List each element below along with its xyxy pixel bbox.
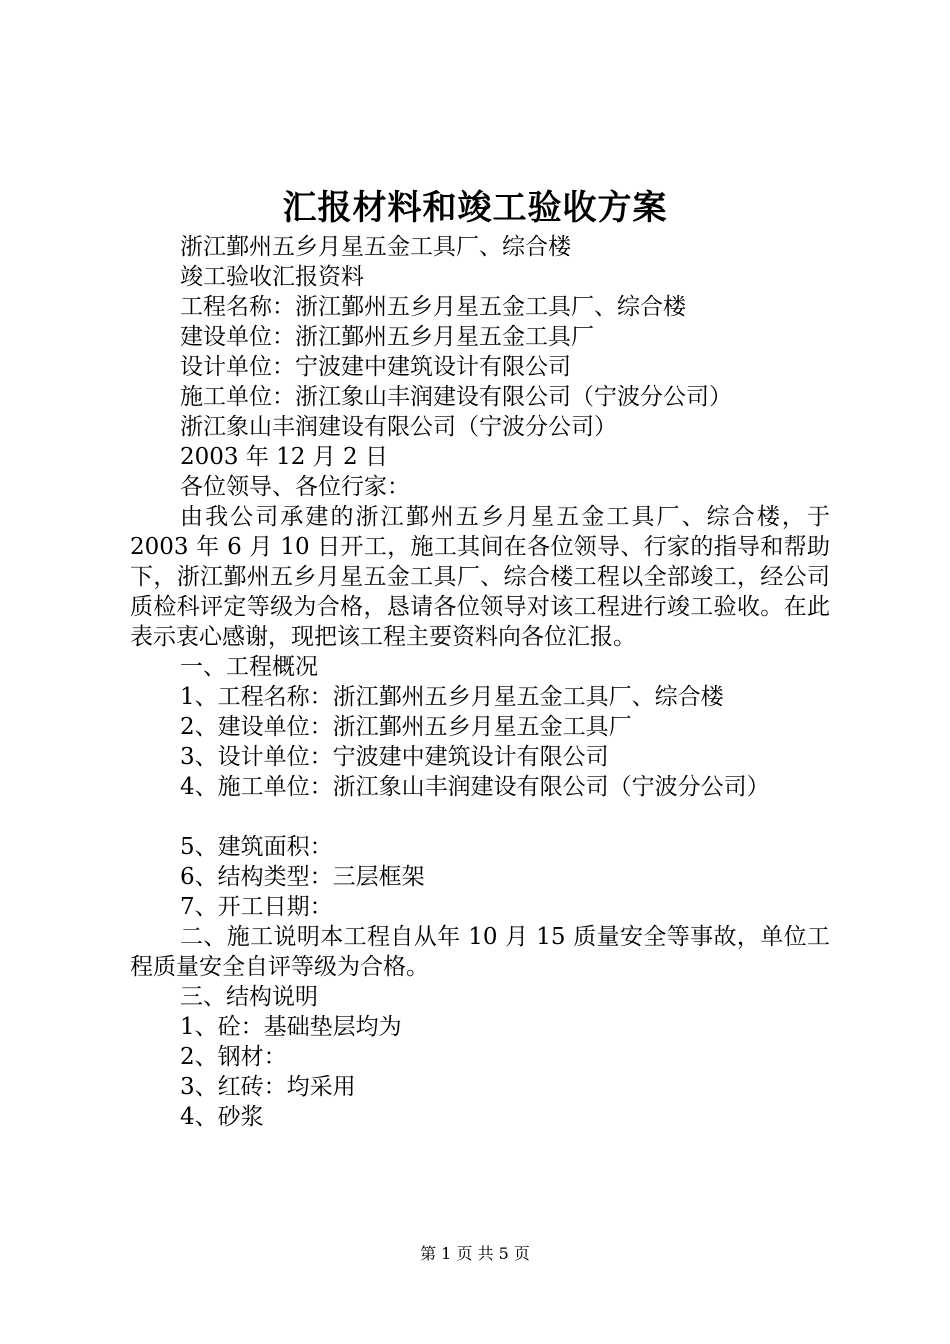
- list-item: 3、设计单位：宁波建中建筑设计有限公司: [180, 744, 609, 770]
- header-line: 建设单位：浙江鄞州五乡月星五金工具厂: [180, 324, 594, 350]
- section2-paragraph: 二、施工说明本工程自从年 10 月 15 质量安全等事故，单位工程质量安全自评等级为合格。: [130, 924, 830, 980]
- list-item: 7、开工日期：: [180, 894, 333, 920]
- header-line: 竣工验收汇报资料: [180, 264, 364, 290]
- list-item: 5、建筑面积：: [180, 834, 333, 860]
- list-item: 1、工程名称：浙江鄞州五乡月星五金工具厂、综合楼: [180, 684, 724, 710]
- section-heading: 三、结构说明: [180, 984, 318, 1010]
- header-line: 设计单位：宁波建中建筑设计有限公司: [180, 354, 571, 380]
- header-line: 施工单位：浙江象山丰润建设有限公司（宁波分公司）: [180, 384, 732, 410]
- page-footer: 第 1 页 共 5 页: [420, 1244, 530, 1263]
- header-line: 浙江象山丰润建设有限公司（宁波分公司）: [180, 414, 617, 440]
- list-item: 4、施工单位：浙江象山丰润建设有限公司（宁波分公司）: [180, 774, 770, 800]
- salutation: 各位领导、各位行家：: [180, 474, 410, 500]
- intro-paragraph: 由我公司承建的浙江鄞州五乡月星五金工具厂、综合楼，于 2003 年 6 月 10 日开工，施工其间在各位领导、行家的指导和帮助下，浙江鄞州五乡月星五金工具厂、综合楼工程以全部竣工，经公司质检科评定等级为合格，恳请各位领导对该工程进行竣工验收。在此表示衷心感谢，现把该工程主要资料向各位汇报。: [130, 504, 830, 650]
- header-line: 浙江鄞州五乡月星五金工具厂、综合楼: [180, 234, 571, 260]
- list-item: 3、红砖：均采用: [180, 1074, 356, 1100]
- list-item: 1、砼：基础垫层均为: [180, 1014, 402, 1040]
- header-line: 工程名称：浙江鄞州五乡月星五金工具厂、综合楼: [180, 294, 686, 320]
- document-title: 汇报材料和竣工验收方案: [282, 188, 668, 228]
- list-item: 2、建设单位：浙江鄞州五乡月星五金工具厂: [180, 714, 632, 740]
- section-heading: 一、工程概况: [180, 654, 318, 680]
- list-item: 4、砂浆: [180, 1104, 264, 1130]
- date-line: 2003 年 12 月 2 日: [180, 444, 388, 470]
- document-body: [130, 232, 830, 1132]
- list-item: 6、结构类型：三层框架: [180, 864, 425, 890]
- list-item: 2、钢材：: [180, 1044, 287, 1070]
- spacer: [130, 802, 830, 832]
